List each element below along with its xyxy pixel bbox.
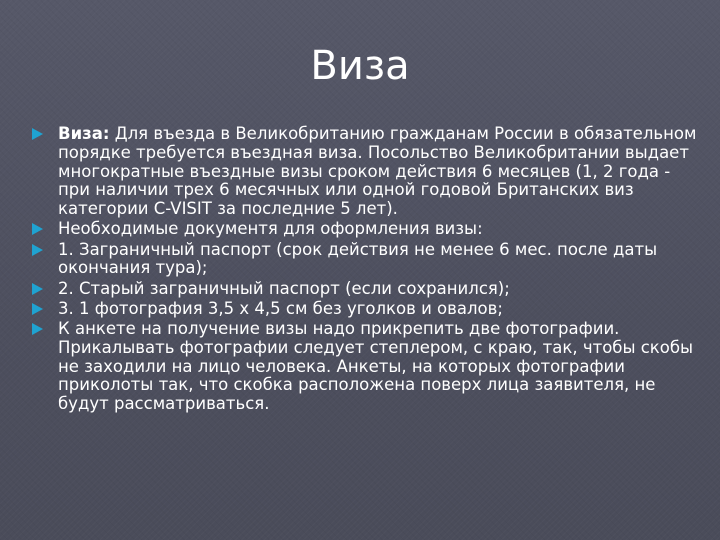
bullet-text: Для въезда в Великобританию гражданам России в обязательном порядке требуется въездная виза. Посольство Великобритании выдает многократные въездные визы сроком действия 6 месяцев (1, 2 года - при наличии трех 6 месячных или одной годовой Британских виз категории C-VISIT за последние 5 лет). bbox=[58, 124, 697, 219]
triangle-right-icon bbox=[32, 323, 43, 335]
bullet-text: 1. Заграничный паспорт (срок действия не менее 6 мес. после даты окончания тура); bbox=[58, 239, 658, 278]
bullet-list bbox=[30, 125, 700, 415]
triangle-right-icon bbox=[32, 128, 43, 140]
bullet-item bbox=[30, 300, 700, 319]
bullet-item bbox=[30, 280, 700, 299]
triangle-right-icon bbox=[32, 303, 43, 315]
bullet-item bbox=[30, 220, 700, 239]
bullet-lead: Виза: bbox=[58, 124, 110, 143]
bullet-text: Необходимые документя для оформления визы: bbox=[58, 219, 483, 239]
bullet-text: 2. Старый заграничный паспорт (если сохранился); bbox=[58, 278, 510, 298]
bullet-item bbox=[30, 320, 700, 414]
triangle-right-icon bbox=[32, 244, 43, 256]
bullet-item bbox=[30, 241, 700, 279]
bullet-item bbox=[30, 125, 700, 219]
bullet-text: К анкете на получение визы надо прикрепить две фотографии. Прикалывать фотографии следует степлером, с краю, так, чтобы скобы не заходили на лицо человека. Анкеты, на которых фотографии приколоты так, что скобка расположена поверх лица заявителя, не будут рассматриваться. bbox=[58, 318, 694, 414]
bullet-text: 3. 1 фотография 3,5 х 4,5 см без уголков и овалов; bbox=[58, 298, 503, 318]
triangle-right-icon bbox=[32, 223, 43, 235]
slide-title: Виза bbox=[310, 43, 410, 89]
triangle-right-icon bbox=[32, 283, 43, 295]
